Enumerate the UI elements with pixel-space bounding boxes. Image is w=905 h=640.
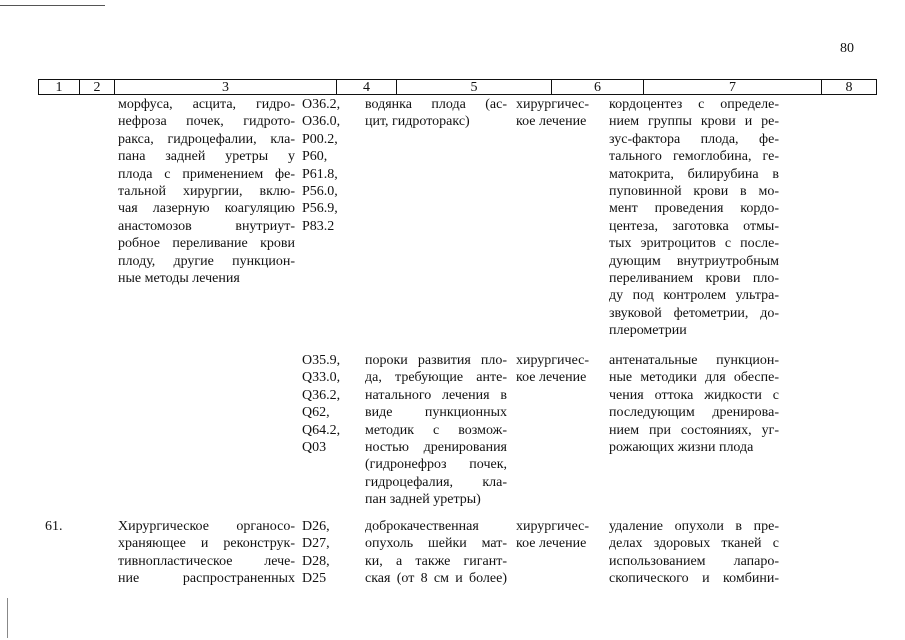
text-line: P56.9, (302, 201, 338, 217)
text-line: P60, (302, 149, 328, 165)
text-line: O36.0, (302, 114, 341, 130)
row-0-col-3 (118, 96, 295, 287)
header-col-6: 6 (552, 80, 644, 95)
text-line: звуковой фетометрии, до- (609, 305, 779, 321)
row-0-col-7 (609, 96, 779, 339)
text-line: ние распространенных (118, 571, 295, 587)
text-line: кое лечение (516, 370, 587, 386)
text-line: виде пункционных (365, 405, 507, 421)
text-line: робное переливание крови (118, 236, 295, 252)
text-line: плоду, другие пункцион- (118, 253, 295, 269)
scan-edge-line (7, 598, 8, 638)
text-line: антенатальные пункцион- (609, 353, 779, 368)
text-line: мент проведения кордо- (609, 201, 779, 217)
text-line: скопического и комбини- (609, 571, 779, 587)
text-line: тального гемоглобина, ге- (609, 149, 779, 165)
text-line: ки, а также гигант- (365, 553, 507, 569)
header-col-5: 5 (397, 80, 552, 95)
text-line: рожающих жизни плода (609, 439, 754, 455)
text-line: матокрита, билирубина в (609, 166, 779, 182)
text-line: дующим внутриутробным (609, 253, 779, 269)
text-line: нием группы крови и ре- (609, 114, 779, 130)
text-line: водянка плода (ас- (365, 97, 507, 112)
text-line: D26, (302, 519, 330, 534)
text-line: D28, (302, 553, 330, 569)
text-line: последующим дренирова- (609, 405, 779, 421)
text-line: Q03 (302, 439, 327, 455)
text-line: пан задней уретры) (365, 492, 481, 508)
row-0-col-6 (516, 96, 601, 131)
text-line: хирургичес- (516, 519, 590, 534)
row-2-col-4 (302, 518, 357, 588)
row-1-col-6 (516, 352, 601, 387)
text-line: ные методы лечения (118, 270, 240, 286)
text-line: хирургичес- (516, 353, 590, 368)
text-line: зус-фактора плода, фе- (609, 131, 779, 147)
text-line: делах здоровых тканей с (609, 536, 779, 552)
text-line: гидроцефалия, кла- (365, 474, 507, 490)
text-line: тивнопластическое лече- (118, 553, 295, 569)
text-line: P61.8, (302, 166, 338, 182)
header-col-1: 1 (39, 80, 80, 95)
text-line: O35.9, (302, 353, 341, 368)
header-col-4: 4 (337, 80, 397, 95)
text-line: ные методики для обеспе- (609, 370, 779, 386)
text-line: ская (от 8 см и более) (365, 571, 507, 587)
text-line: центеза, заготовка отмы- (609, 218, 779, 234)
text-line: ракса, гидроцефалии, кла- (118, 131, 295, 147)
header-col-3: 3 (115, 80, 337, 95)
row-2-col-5 (365, 518, 507, 588)
row-1-col-4 (302, 352, 357, 456)
row-2-col-3 (118, 518, 295, 588)
text-line: D25 (302, 571, 327, 587)
text-line: P56.0, (302, 183, 338, 199)
row-0-col-5 (365, 96, 507, 131)
text-line: чения оттока жидкости с (609, 387, 779, 403)
text-line: морфуса, асцита, гидро- (118, 97, 295, 112)
header-col-7: 7 (644, 80, 822, 95)
row-0-col-4 (302, 96, 357, 235)
column-number-header (38, 79, 877, 95)
text-line: нием при состояниях, уг- (609, 422, 779, 438)
row-2-number: 61. (45, 519, 63, 534)
text-line: пана задней уретры у (118, 149, 295, 165)
text-line: D27, (302, 536, 330, 552)
text-line: пороки развития пло- (365, 353, 507, 368)
row-2-col-7 (609, 518, 779, 588)
text-line: (гидронефроз почек, (365, 457, 507, 473)
text-line: P00.2, (302, 131, 338, 147)
text-line: переливанием крови пло- (609, 270, 779, 286)
text-line: опухоль шейки мат- (365, 536, 507, 552)
text-line: да, требующие анте- (365, 370, 507, 386)
text-line: методик с возмож- (365, 422, 507, 438)
text-line: ду под контролем ультра- (609, 288, 779, 304)
text-line: тых эритроцитов с после- (609, 236, 779, 252)
text-line: кордоцентез с определе- (609, 97, 779, 112)
row-2-col-6 (516, 518, 601, 553)
text-line: ностью дренирования (365, 439, 507, 455)
text-line: Q36.2, (302, 387, 341, 403)
text-line: Q33.0, (302, 370, 341, 386)
text-line: кое лечение (516, 536, 587, 552)
text-line: P83.2 (302, 218, 335, 234)
header-col-2: 2 (80, 80, 115, 95)
text-line: Хирургическое органосо- (118, 519, 295, 534)
text-line: пуповинной крови в мо- (609, 183, 779, 199)
text-line: чая лазерную коагуляцию (118, 201, 295, 217)
text-line: использованием лапаро- (609, 553, 779, 569)
text-line: O36.2, (302, 97, 341, 112)
text-line: плода с применением фе- (118, 166, 295, 182)
text-line: цит, гидроторакс) (365, 114, 470, 130)
header-col-8: 8 (822, 80, 877, 95)
text-line: удаление опухоли в пре- (609, 519, 779, 534)
row-1-col-5 (365, 352, 507, 509)
text-line: нефроза почек, гидрото- (118, 114, 295, 130)
text-line: анастомозов внутриут- (118, 218, 295, 234)
text-line: хирургичес- (516, 97, 590, 112)
text-line: храняющее и реконструк- (118, 536, 295, 552)
text-line: тальной хирургии, вклю- (118, 183, 295, 199)
text-line: натального лечения в (365, 387, 507, 403)
header-row (39, 80, 877, 95)
row-1-col-7 (609, 352, 779, 456)
text-line: плерометрии (609, 323, 687, 339)
text-line: Q64.2, (302, 422, 341, 438)
top-rule (0, 5, 105, 6)
text-line: доброкачественная (365, 519, 479, 534)
text-line: Q62, (302, 405, 330, 421)
text-line: кое лечение (516, 114, 587, 130)
page-number: 80 (840, 41, 854, 56)
